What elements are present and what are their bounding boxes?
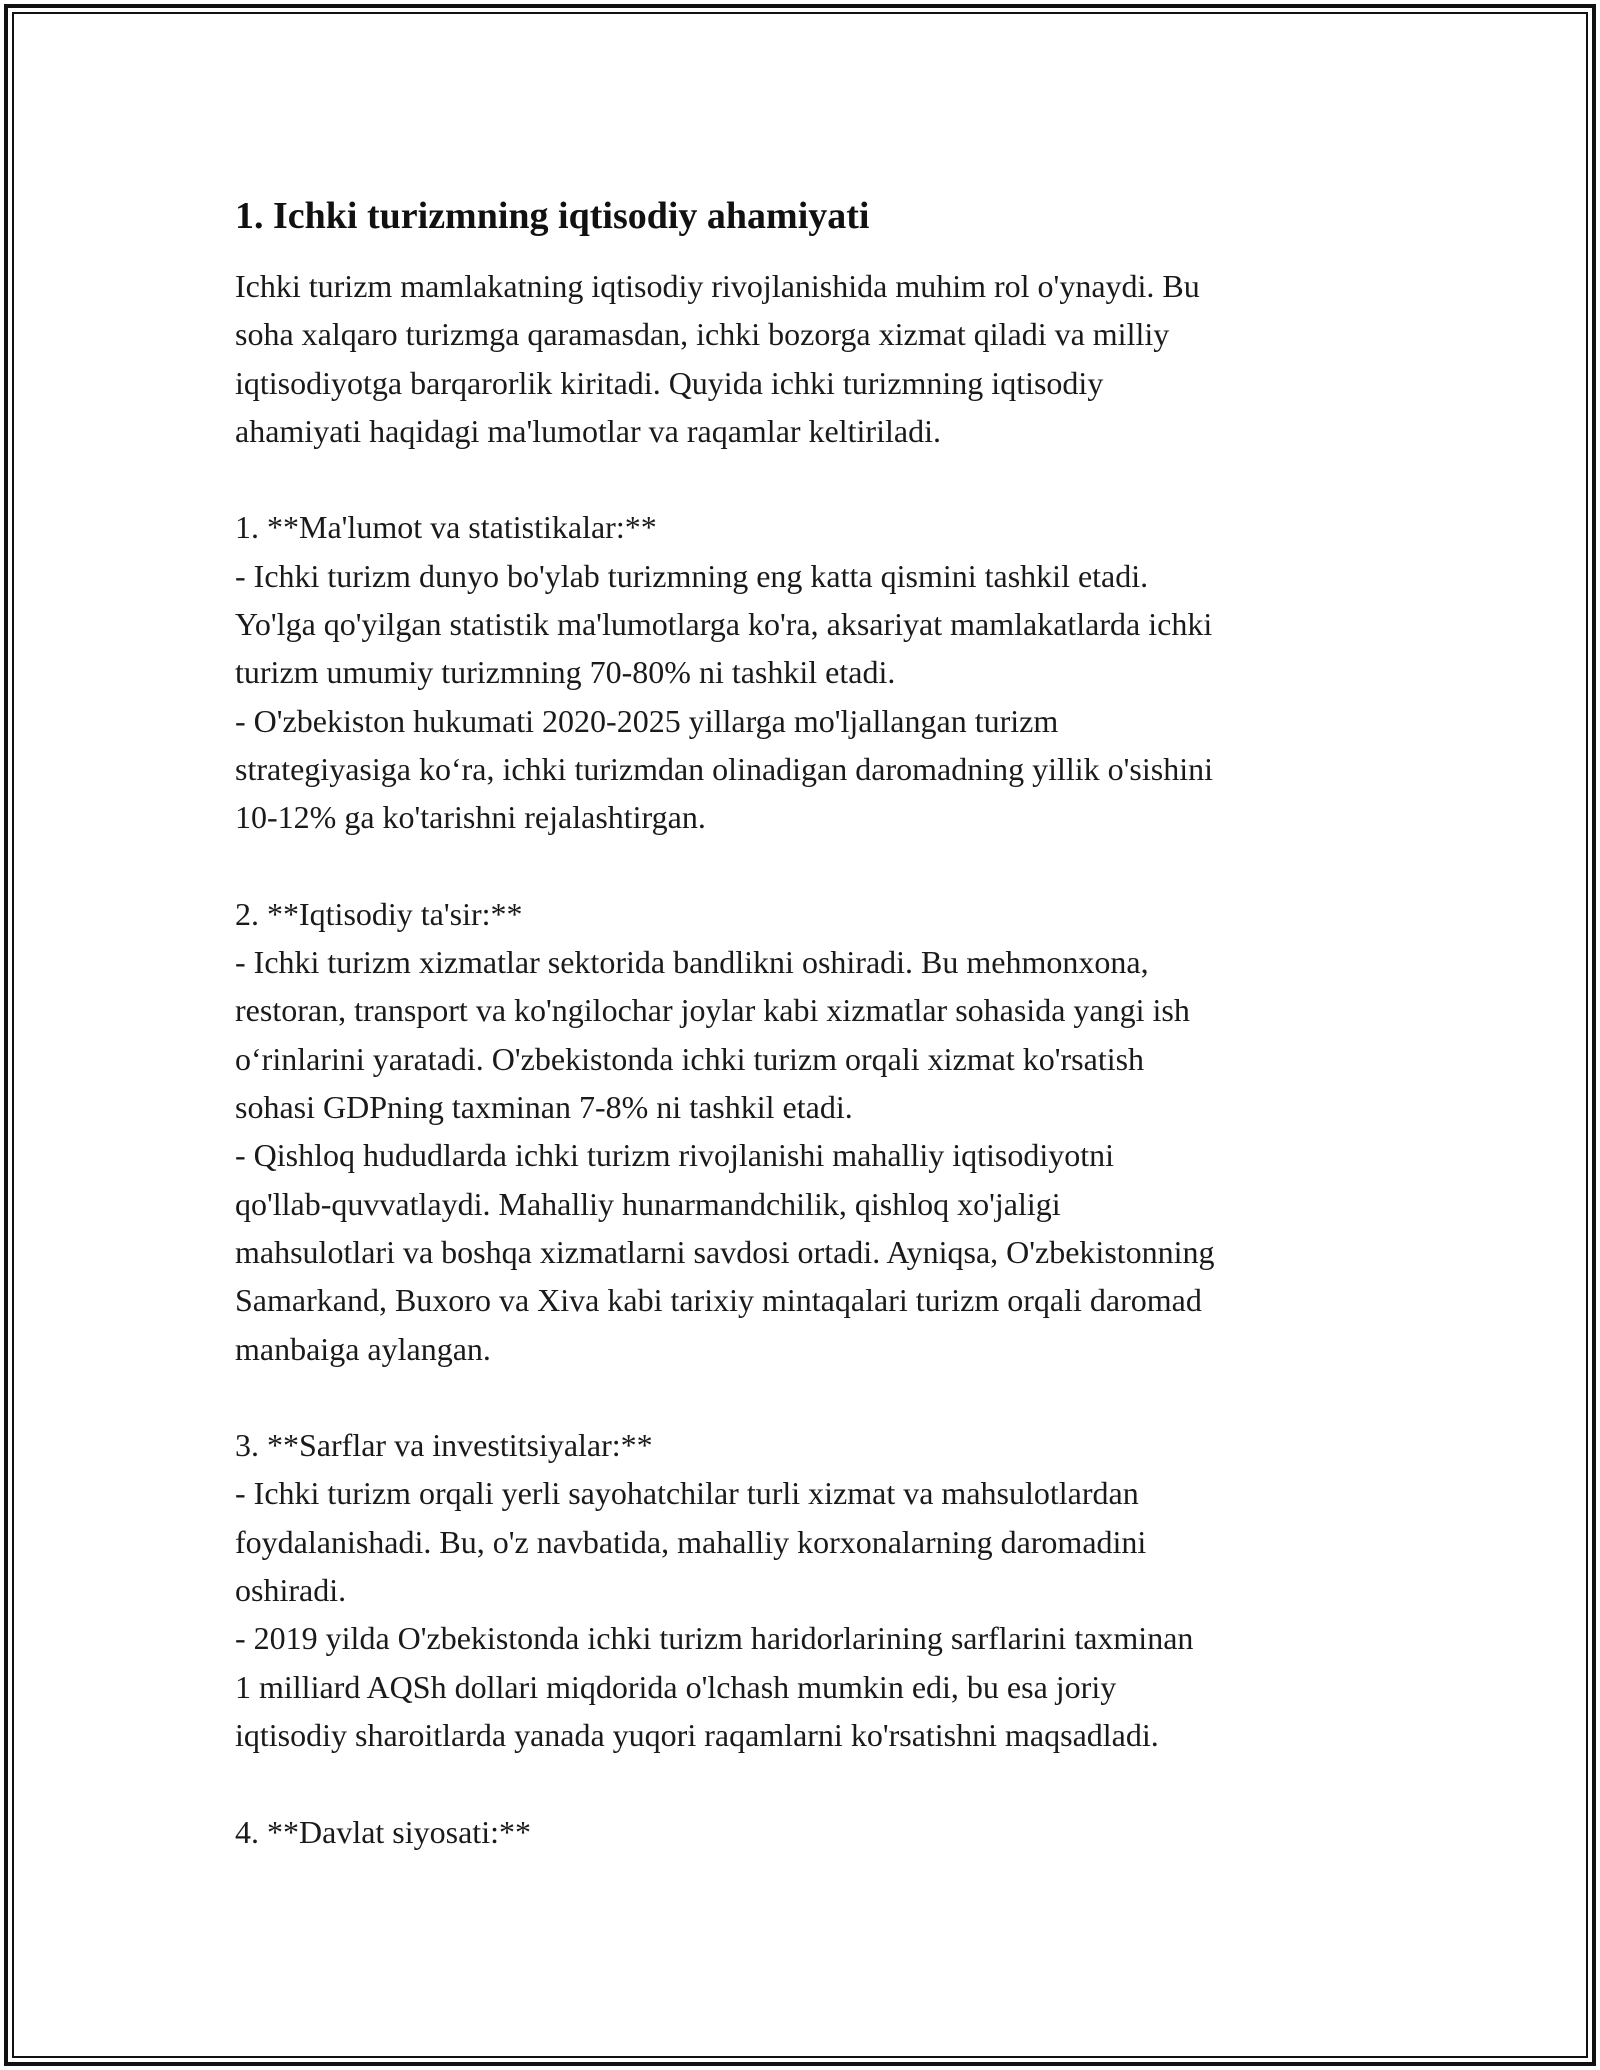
section-title-statistics: 1. **Ma'lumot va statistikalar:** (235, 509, 657, 546)
section-title-state-policy: 4. **Davlat siyosati:** (235, 1813, 531, 1850)
document-heading: 1. Ichki turizmning iqtisodiy ahamiyati (235, 195, 870, 237)
paragraph-gap (235, 1759, 1415, 1807)
intro-paragraph: Ichki turizm mamlakatning iqtisodiy rivojlanishida muhim rol o'ynaydi. Bu soha xalqaro turizmga qaramasdan, ichki bozorga xizmat qiladi va milliy iqtisodiyotga barqarorlik kiritadi. Quyida ichki turizmning iqtisodiy ahamiyati haqidagi ma'lumotlar va raqamlar keltiriladi. (235, 268, 1200, 449)
paragraph-gap (235, 455, 1415, 503)
section-item: - O'zbekiston hukumati 2020-2025 yillarga mo'ljallangan turizm strategiyasiga ko‘ra, ichki turizmdan olinadigan daromadning yillik o'sishini 10-12% ga ko'tarishni rejalashtirgan. (235, 702, 1213, 836)
section-item: - Ichki turizm xizmatlar sektorida bandlikni oshiradi. Bu mehmonxona, restoran, transport va ko'ngilochar joylar kabi xizmatlar sohasida yangi ish o‘rinlarini yaratadi. O'zbekistonda ichki turizm orqali xizmat ko'rsatish sohasi GDPning taxminan 7-8% ni tashkil etadi. (235, 944, 1190, 1126)
paragraph-gap (235, 842, 1415, 890)
document-body (235, 180, 1415, 1856)
section-title-economic-impact: 2. **Iqtisodiy ta'sir:** (235, 895, 523, 932)
section-item: - Ichki turizm dunyo bo'ylab turizmning eng katta qismini tashkil etadi. Yo'lga qo'yilgan statistik ma'lumotlarga ko'ra, aksariyat mamlakatlarda ichki turizm umumiy turizmning 70-80% ni tashkil etadi. (235, 557, 1213, 691)
section-item: - Qishloq hududlarda ichki turizm rivojlanishi mahalliy iqtisodiyotni qo'llab-quvvatlaydi. Mahalliy hunarmandchilik, qishloq xo'jaligi mahsulotlari va boshqa xizmatlarni savdosi ortadi. Ayniqsa, O'zbekistonning Samarkand, Buxoro va Xiva kabi tarixiy mintaqalari turizm orqali daromad manbaiga aylangan. (235, 1137, 1215, 1367)
paragraph-gap (235, 1373, 1415, 1421)
section-item: - 2019 yilda O'zbekistonda ichki turizm haridorlarining sarflarini taxminan 1 milliard AQSh dollari miqdorida o'lchash mumkin edi, bu esa joriy iqtisodiy sharoitlarda yanada yuqori raqamlarni ko'rsatishni maqsadladi. (235, 1620, 1194, 1753)
section-title-spending: 3. **Sarflar va investitsiyalar:** (235, 1427, 653, 1464)
section-item: - Ichki turizm orqali yerli sayohatchilar turli xizmat va mahsulotlardan foydalanishadi. Bu, o'z navbatida, mahalliy korxonalarning daromadini oshiradi. (235, 1475, 1147, 1609)
